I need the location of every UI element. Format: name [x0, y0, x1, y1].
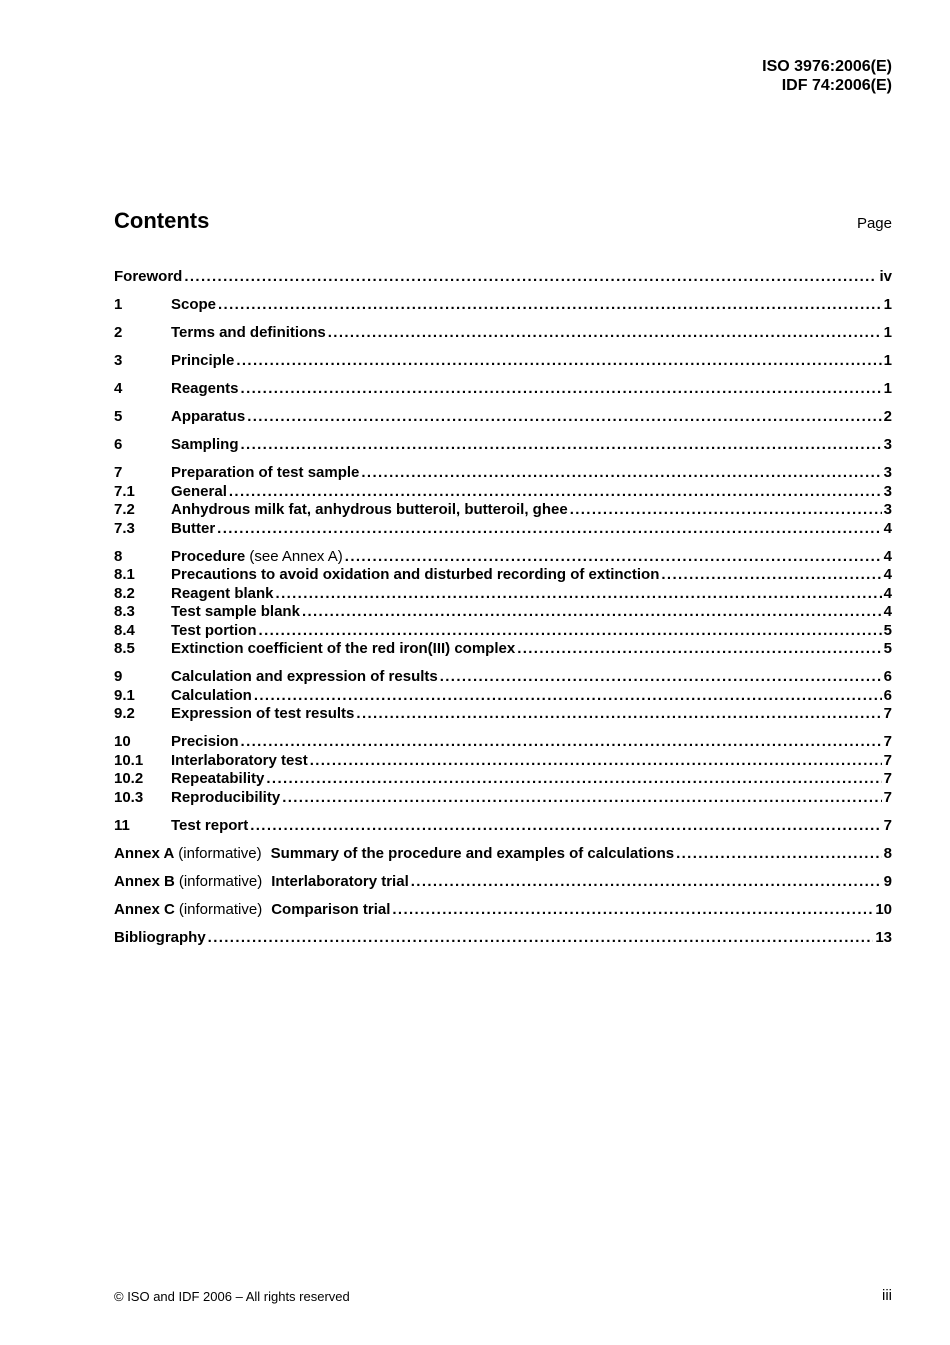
toc-entry[interactable]: [114, 483, 892, 502]
toc-entry-title-text: Extinction coefficient of the red iron(III) complex: [171, 640, 516, 657]
toc-entry-title-text: Test report: [171, 816, 249, 834]
toc-entry-title: [171, 408, 245, 427]
toc-entry-title-text: Scope: [171, 296, 217, 313]
toc-entry-title: [171, 548, 343, 567]
toc-entry-title-text: Procedure: [171, 547, 246, 565]
dot-leader: [208, 929, 874, 948]
toc-entry-title: [171, 585, 274, 604]
dot-leader: [517, 640, 881, 659]
toc-entry-title-text: Butter: [171, 519, 216, 537]
dot-leader: [392, 901, 873, 920]
dot-leader: [440, 668, 882, 687]
toc-entry-number: 2: [114, 324, 123, 341]
toc-entry-title: [171, 752, 308, 771]
dot-leader: [254, 687, 882, 706]
annex-title-text: Interlaboratory trial: [271, 872, 409, 890]
toc-entry-number: 10.3: [114, 788, 144, 806]
toc-entry-page: 3: [883, 501, 892, 518]
toc-entry[interactable]: [114, 548, 892, 567]
toc-entry-title: [171, 566, 659, 585]
toc-annex-title: [114, 901, 390, 920]
toc-entry-title-text: Principle: [171, 352, 235, 369]
toc-entry-title: [171, 733, 239, 752]
toc-entry-title: [171, 380, 239, 399]
dot-leader: [356, 705, 881, 724]
toc-entry-page: 7: [883, 816, 892, 834]
dot-leader: [266, 770, 881, 789]
toc-entry-page: 1: [883, 380, 892, 397]
toc-entry-number: 9.1: [114, 686, 135, 704]
toc-entry-number: 8.1: [114, 566, 135, 583]
toc-annex-title: [114, 873, 409, 892]
toc-entry-title-text: Calculation and expression of results: [171, 668, 438, 685]
toc-entry[interactable]: [114, 585, 892, 604]
toc-entry-title: [171, 296, 216, 315]
toc-entry-note: (see Annex A): [249, 547, 343, 565]
toc-entry-title: [171, 352, 234, 371]
annex-label: Annex B: [114, 872, 175, 890]
toc-entry-number: 7.2: [114, 501, 135, 518]
toc-entry-number: 9: [114, 668, 123, 685]
toc-entry-title-text: Reproducibility: [171, 788, 281, 806]
dot-leader: [276, 585, 882, 604]
toc-bibliography[interactable]: [114, 929, 892, 948]
toc-entry-title: [171, 436, 239, 455]
toc-entry-page: 7: [883, 733, 892, 750]
toc-entry[interactable]: [114, 268, 892, 287]
dot-leader: [241, 380, 882, 399]
toc-entry-page: 7: [883, 770, 892, 787]
toc-entry[interactable]: [114, 603, 892, 622]
page-number: iii: [882, 1287, 892, 1304]
toc-entry-page: 4: [883, 603, 892, 620]
toc-entry-title: [171, 817, 248, 836]
toc-entry[interactable]: [114, 380, 892, 399]
toc-entry-page: 4: [883, 547, 892, 565]
toc-entry-number: 1: [114, 296, 123, 313]
toc-entry-number: 7.3: [114, 519, 135, 537]
toc-entry-title-text: Calculation: [171, 686, 252, 704]
toc-entry-title-text: Precautions to avoid oxidation and disturbed recording of extinction: [171, 566, 660, 583]
dot-leader: [259, 622, 882, 641]
toc-entry[interactable]: [114, 705, 892, 724]
toc-entry-page: 7: [883, 751, 892, 769]
toc-entry[interactable]: [114, 464, 892, 483]
toc-entry-page: 5: [883, 621, 892, 639]
toc-entry-page: iv: [879, 268, 892, 285]
annex-label: Annex C: [114, 900, 175, 918]
toc-entry-number: 8.2: [114, 584, 135, 602]
toc-entry-title-text: Reagent blank: [171, 584, 274, 602]
toc-entry-number: 6: [114, 436, 123, 453]
dot-leader: [282, 789, 881, 808]
toc-entry-title-text: Test sample blank: [171, 603, 300, 620]
toc-entry-page: 3: [883, 482, 892, 500]
toc-entry-number: 3: [114, 352, 123, 369]
dot-leader: [250, 817, 881, 836]
toc-entry-title: [171, 668, 438, 687]
toc-entry-title: [171, 324, 326, 343]
toc-entry-title-text: Preparation of test sample: [171, 464, 360, 481]
dot-leader: [676, 845, 882, 864]
toc-entry-number: 8.5: [114, 640, 135, 657]
toc-entry-title: [171, 520, 215, 539]
toc-entry-title-text: Terms and definitions: [171, 324, 326, 341]
toc-entry-page: 4: [883, 584, 892, 602]
toc-entry-page: 6: [883, 686, 892, 704]
toc-entry-title-text: Reagents: [171, 380, 239, 397]
dot-leader: [302, 603, 882, 622]
toc-entry-title-text: Apparatus: [171, 408, 246, 425]
toc-entry-page: 7: [883, 788, 892, 806]
dot-leader: [184, 268, 877, 287]
toc-entry-page: 5: [883, 640, 892, 657]
toc-annex-title: [114, 845, 674, 864]
toc-entry-number: 10.1: [114, 751, 144, 769]
toc-entry[interactable]: [114, 352, 892, 371]
toc-entry[interactable]: [114, 324, 892, 343]
toc-entry-title: [171, 789, 280, 808]
toc-entry-title: [171, 603, 300, 622]
dot-leader: [218, 296, 882, 315]
toc-entry[interactable]: [114, 770, 892, 789]
toc-entry-number: 7: [114, 464, 123, 481]
dot-leader: [411, 873, 882, 892]
annex-label: Annex A: [114, 844, 175, 862]
toc-entry[interactable]: [114, 789, 892, 808]
dot-leader: [310, 752, 882, 771]
toc-entry-title: [171, 640, 515, 659]
toc-entry[interactable]: [114, 640, 892, 659]
toc-entry-title-text: Expression of test results: [171, 705, 355, 722]
copyright-footer: © ISO and IDF 2006 – All rights reserved: [114, 1289, 350, 1304]
standard-number-iso: ISO 3976:2006(E): [762, 58, 892, 75]
toc-entry-page: 7: [883, 705, 892, 722]
annex-informative: (informative): [178, 872, 263, 890]
toc-entry-number: 5: [114, 408, 123, 425]
toc-entry-number: 7.1: [114, 482, 135, 500]
toc-entry-page: 4: [883, 519, 892, 537]
toc-entry-number: 10: [114, 733, 131, 750]
toc-entry-page: 8: [883, 844, 892, 862]
dot-leader: [661, 566, 881, 585]
toc-entry-page: 6: [883, 668, 892, 685]
annex-informative: (informative): [178, 844, 262, 862]
toc-entry-title: [171, 622, 257, 641]
toc-entry-page: 13: [875, 928, 892, 946]
toc-entry-title-text: Anhydrous milk fat, anhydrous butteroil, butteroil, ghee: [171, 501, 568, 518]
toc-entry-title: [171, 687, 252, 706]
toc-entry[interactable]: [114, 436, 892, 455]
dot-leader: [328, 324, 882, 343]
toc-entry-page: 1: [883, 296, 892, 313]
dot-leader: [236, 352, 881, 371]
toc-entry-number: 4: [114, 380, 123, 397]
dot-leader: [570, 501, 882, 520]
dot-leader: [241, 733, 882, 752]
dot-leader: [361, 464, 881, 483]
toc-entry-page: 10: [875, 900, 892, 918]
toc-entry-number: 11: [114, 816, 130, 834]
toc-entry[interactable]: [114, 501, 892, 520]
toc-entry[interactable]: [114, 622, 892, 641]
toc-entry-page: 4: [883, 566, 892, 583]
annex-title-text: Summary of the procedure and examples of calculations: [270, 844, 675, 862]
dot-leader: [247, 408, 881, 427]
toc-entry-title-text: Precision: [171, 733, 239, 750]
annex-informative: (informative): [178, 900, 263, 918]
toc-entry-number: 9.2: [114, 705, 135, 722]
toc-entry-title: Foreword: [114, 268, 183, 285]
dot-leader: [229, 483, 882, 502]
toc-annex-entry[interactable]: [114, 873, 892, 892]
toc-entry-page: 1: [883, 324, 892, 341]
toc-entry[interactable]: [114, 668, 892, 687]
table-of-contents: [114, 268, 892, 947]
toc-entry-number: 10.2: [114, 770, 144, 787]
page-column-label: Page: [856, 215, 892, 232]
toc-entry-title: Bibliography: [114, 928, 206, 946]
toc-entry-page: 9: [883, 872, 892, 890]
toc-annex-entry[interactable]: [114, 901, 892, 920]
toc-entry[interactable]: [114, 520, 892, 539]
toc-entry-title-text: Repeatability: [171, 770, 265, 787]
dot-leader: [241, 436, 882, 455]
toc-entry[interactable]: [114, 296, 892, 315]
document-header: [762, 57, 892, 95]
toc-entry-title-text: Sampling: [171, 436, 239, 453]
standard-number-idf: IDF 74:2006(E): [781, 77, 892, 94]
toc-entry[interactable]: [114, 566, 892, 585]
dot-leader: [217, 520, 881, 539]
toc-entry-page: 1: [883, 352, 892, 369]
toc-entry-page: 3: [883, 464, 892, 481]
dot-leader: [345, 548, 882, 567]
toc-entry-page: 2: [883, 408, 892, 425]
toc-entry-page: 3: [883, 436, 892, 453]
toc-entry-number: 8.4: [114, 621, 135, 639]
toc-entry[interactable]: [114, 408, 892, 427]
toc-annex-entry[interactable]: [114, 845, 892, 864]
toc-entry[interactable]: [114, 733, 892, 752]
toc-entry-title: [171, 483, 227, 502]
toc-entry-title: [171, 770, 264, 789]
toc-entry-number: 8.3: [114, 603, 135, 620]
toc-entry-title-text: General: [171, 482, 227, 500]
toc-entry-title: [171, 464, 359, 483]
toc-entry-number: 8: [114, 547, 123, 565]
toc-entry[interactable]: [114, 817, 892, 836]
toc-entry-title: [171, 501, 568, 520]
toc-entry[interactable]: [114, 752, 892, 771]
toc-entry-title-text: Interlaboratory test: [171, 751, 308, 769]
toc-entry[interactable]: [114, 687, 892, 706]
toc-entry-title: [171, 705, 354, 724]
toc-entry-title-text: Test portion: [171, 621, 257, 639]
page-title: Contents: [114, 208, 210, 233]
annex-title-text: Comparison trial: [271, 900, 391, 918]
